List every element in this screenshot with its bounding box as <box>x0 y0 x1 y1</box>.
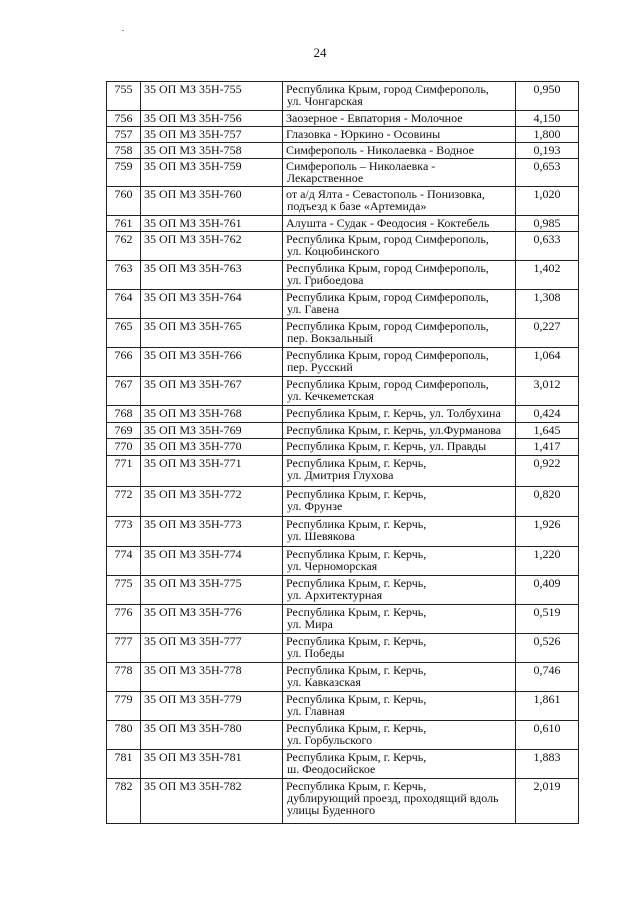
road-name-line: ул. Гавена <box>287 302 340 316</box>
road-length-km: 0,950 <box>516 82 579 111</box>
road-length-km: 1,883 <box>516 750 579 779</box>
road-length-km: 1,308 <box>516 290 579 319</box>
table-row <box>107 439 579 456</box>
row-number: 780 <box>107 721 141 750</box>
road-name-line: Республика Крым, г. Керчь, <box>286 576 427 590</box>
row-number: 770 <box>107 439 141 456</box>
road-name-line: ул. Грибоедова <box>287 273 364 287</box>
row-number: 781 <box>107 750 141 779</box>
table-row <box>107 406 579 423</box>
road-code: 35 ОП МЗ 35Н-774 <box>141 547 283 576</box>
road-name-line: Республика Крым, г. Керчь, <box>286 692 427 706</box>
road-code: 35 ОП МЗ 35Н-757 <box>141 127 283 143</box>
row-number: 776 <box>107 605 141 634</box>
road-name-line: от а/д Ялта - Севастополь - Понизовка, <box>286 187 485 201</box>
road-name <box>283 82 516 111</box>
road-name-line: Республика Крым, г. Керчь, <box>286 663 427 677</box>
road-name <box>283 127 516 143</box>
road-length-km: 1,861 <box>516 692 579 721</box>
road-name-line: ул. Горбульского <box>287 733 373 747</box>
road-name <box>283 517 516 547</box>
scan-speck <box>122 30 124 31</box>
road-name <box>283 319 516 348</box>
road-code: 35 ОП МЗ 35Н-779 <box>141 692 283 721</box>
road-code: 35 ОП МЗ 35Н-759 <box>141 159 283 187</box>
road-name-line: Республика Крым, город Симферополь, <box>286 290 489 304</box>
road-length-km: 1,020 <box>516 187 579 216</box>
road-name-line: Республика Крым, г. Керчь, ул.Фурманова <box>286 423 502 437</box>
row-number: 777 <box>107 634 141 663</box>
road-name-line: Заозерное - Евпатория - Молочное <box>286 111 463 125</box>
road-code: 35 ОП МЗ 35Н-761 <box>141 216 283 232</box>
road-length-km: 0,227 <box>516 319 579 348</box>
road-name-line: ул. Коцюбинского <box>287 244 380 258</box>
road-code: 35 ОП МЗ 35Н-771 <box>141 456 283 487</box>
road-code: 35 ОП МЗ 35Н-775 <box>141 576 283 605</box>
road-name-line: ул. Шевякова <box>287 529 355 543</box>
road-name <box>283 187 516 216</box>
road-name-line: Республика Крым, г. Керчь, <box>286 456 427 470</box>
row-number: 769 <box>107 423 141 439</box>
road-code: 35 ОП МЗ 35Н-778 <box>141 663 283 692</box>
road-length-km: 0,193 <box>516 143 579 159</box>
road-name-line: дублирующий проезд, проходящий вдоль <box>287 791 499 805</box>
road-name-line: Республика Крым, г. Керчь, <box>286 750 427 764</box>
road-name-line: ул. Главная <box>287 704 345 718</box>
row-number: 775 <box>107 576 141 605</box>
table-row <box>107 319 579 348</box>
road-name-line: ул. Фрунзе <box>287 499 343 513</box>
road-name <box>283 406 516 423</box>
road-name-line: ул. Дмитрия Глухова <box>287 468 394 482</box>
road-code: 35 ОП МЗ 35Н-765 <box>141 319 283 348</box>
road-code: 35 ОП МЗ 35Н-764 <box>141 290 283 319</box>
road-code: 35 ОП МЗ 35Н-773 <box>141 517 283 547</box>
road-code: 35 ОП МЗ 35Н-772 <box>141 487 283 517</box>
road-name-line: Республика Крым, г. Керчь, <box>286 721 427 735</box>
road-length-km: 0,610 <box>516 721 579 750</box>
row-number: 782 <box>107 779 141 824</box>
table-row <box>107 187 579 216</box>
row-number: 767 <box>107 377 141 406</box>
road-name-line: ул. Черноморская <box>287 559 378 573</box>
road-name-line: Республика Крым, г. Керчь, <box>286 605 427 619</box>
row-number: 762 <box>107 232 141 261</box>
table-row <box>107 547 579 576</box>
road-code: 35 ОП МЗ 35Н-776 <box>141 605 283 634</box>
road-name-line: Республика Крым, г. Керчь, <box>286 634 427 648</box>
road-code: 35 ОП МЗ 35Н-769 <box>141 423 283 439</box>
row-number: 759 <box>107 159 141 187</box>
road-name-line: Республика Крым, г. Керчь, <box>286 517 427 531</box>
row-number: 765 <box>107 319 141 348</box>
road-length-km: 0,409 <box>516 576 579 605</box>
road-length-km: 1,402 <box>516 261 579 290</box>
road-name-line: Симферополь - Николаевка - Водное <box>286 143 474 157</box>
road-length-km: 4,150 <box>516 111 579 127</box>
road-name <box>283 487 516 517</box>
road-name <box>283 232 516 261</box>
road-name <box>283 605 516 634</box>
table-row <box>107 232 579 261</box>
road-length-km: 0,653 <box>516 159 579 187</box>
table-row <box>107 487 579 517</box>
table-row <box>107 721 579 750</box>
road-name <box>283 721 516 750</box>
road-length-km: 0,519 <box>516 605 579 634</box>
road-name-line: Республика Крым, г. Керчь, <box>286 779 427 793</box>
road-name <box>283 663 516 692</box>
road-name-line: Республика Крым, город Симферополь, <box>286 319 489 333</box>
table-row <box>107 290 579 319</box>
road-name <box>283 348 516 377</box>
road-name-line: Симферополь – Николаевка - <box>286 159 436 173</box>
road-code: 35 ОП МЗ 35Н-782 <box>141 779 283 824</box>
road-name-line: ул. Архитектурная <box>287 588 383 602</box>
road-length-km: 1,220 <box>516 547 579 576</box>
road-length-km: 2,019 <box>516 779 579 824</box>
table-row <box>107 517 579 547</box>
road-name-line: Глазовка - Юркино - Осовины <box>286 127 441 141</box>
table-row <box>107 348 579 377</box>
table-row <box>107 423 579 439</box>
road-length-km: 1,064 <box>516 348 579 377</box>
road-code: 35 ОП МЗ 35Н-781 <box>141 750 283 779</box>
table-row <box>107 82 579 111</box>
table-row <box>107 377 579 406</box>
road-name-line: Республика Крым, г. Керчь, ул. Правды <box>286 439 487 453</box>
road-name <box>283 111 516 127</box>
road-code: 35 ОП МЗ 35Н-780 <box>141 721 283 750</box>
row-number: 755 <box>107 82 141 111</box>
road-name <box>283 423 516 439</box>
road-name <box>283 377 516 406</box>
road-name-line: ш. Феодосийское <box>287 762 376 776</box>
road-name <box>283 750 516 779</box>
road-length-km: 0,746 <box>516 663 579 692</box>
road-length-km: 0,424 <box>516 406 579 423</box>
road-length-km: 1,926 <box>516 517 579 547</box>
table-row <box>107 111 579 127</box>
road-name-line: Лекарственное <box>287 171 364 185</box>
road-name-line: Республика Крым, город Симферополь, <box>286 82 489 96</box>
road-name-line: Алушта - Судак - Феодосия - Коктебель <box>286 216 490 230</box>
table-row <box>107 692 579 721</box>
road-length-km: 0,922 <box>516 456 579 487</box>
road-name <box>283 143 516 159</box>
table-row <box>107 159 579 187</box>
road-name <box>283 261 516 290</box>
road-name-line: Республика Крым, город Симферополь, <box>286 377 489 391</box>
row-number: 761 <box>107 216 141 232</box>
row-number: 779 <box>107 692 141 721</box>
road-name-line: пер. Вокзальный <box>287 331 373 345</box>
page-number: 24 <box>313 45 327 60</box>
row-number: 771 <box>107 456 141 487</box>
road-code: 35 ОП МЗ 35Н-767 <box>141 377 283 406</box>
road-code: 35 ОП МЗ 35Н-760 <box>141 187 283 216</box>
road-name-line: ул. Мира <box>287 617 333 631</box>
road-code: 35 ОП МЗ 35Н-777 <box>141 634 283 663</box>
road-name-line: ул. Чонгарская <box>287 94 363 108</box>
road-name-line: Республика Крым, город Симферополь, <box>286 348 489 362</box>
road-length-km: 1,800 <box>516 127 579 143</box>
table-row <box>107 216 579 232</box>
row-number: 774 <box>107 547 141 576</box>
roads-table <box>106 81 579 824</box>
road-length-km: 0,633 <box>516 232 579 261</box>
road-name-line: ул. Кавказская <box>287 675 361 689</box>
table-row <box>107 261 579 290</box>
row-number: 766 <box>107 348 141 377</box>
road-name <box>283 290 516 319</box>
road-name <box>283 634 516 663</box>
road-name-line: Республика Крым, г. Керчь, <box>286 487 427 501</box>
road-length-km: 0,985 <box>516 216 579 232</box>
road-name-line: улицы Буденного <box>287 803 376 817</box>
road-code: 35 ОП МЗ 35Н-756 <box>141 111 283 127</box>
road-code: 35 ОП МЗ 35Н-770 <box>141 439 283 456</box>
road-name-line: Республика Крым, г. Керчь, ул. Толбухина <box>286 406 501 420</box>
road-name <box>283 456 516 487</box>
road-length-km: 0,526 <box>516 634 579 663</box>
row-number: 772 <box>107 487 141 517</box>
roads-table-body <box>107 82 579 824</box>
table-row <box>107 127 579 143</box>
row-number: 764 <box>107 290 141 319</box>
table-row <box>107 605 579 634</box>
road-length-km: 1,645 <box>516 423 579 439</box>
road-name <box>283 779 516 824</box>
road-length-km: 0,820 <box>516 487 579 517</box>
road-name-line: Республика Крым, г. Керчь, <box>286 547 427 561</box>
row-number: 778 <box>107 663 141 692</box>
row-number: 763 <box>107 261 141 290</box>
table-row <box>107 779 579 824</box>
road-name <box>283 576 516 605</box>
row-number: 756 <box>107 111 141 127</box>
row-number: 757 <box>107 127 141 143</box>
road-name <box>283 439 516 456</box>
road-name-line: ул. Кечкеметская <box>287 389 375 403</box>
table-row <box>107 456 579 487</box>
road-name <box>283 216 516 232</box>
row-number: 758 <box>107 143 141 159</box>
road-code: 35 ОП МЗ 35Н-766 <box>141 348 283 377</box>
road-name-line: подъезд к базе «Артемида» <box>287 199 427 213</box>
road-name-line: пер. Русский <box>287 360 353 374</box>
road-name-line: Республика Крым, город Симферополь, <box>286 261 489 275</box>
table-row <box>107 143 579 159</box>
road-code: 35 ОП МЗ 35Н-762 <box>141 232 283 261</box>
road-code: 35 ОП МЗ 35Н-763 <box>141 261 283 290</box>
table-row <box>107 634 579 663</box>
road-name <box>283 692 516 721</box>
row-number: 773 <box>107 517 141 547</box>
row-number: 768 <box>107 406 141 423</box>
road-name <box>283 547 516 576</box>
row-number: 760 <box>107 187 141 216</box>
road-code: 35 ОП МЗ 35Н-768 <box>141 406 283 423</box>
road-length-km: 3,012 <box>516 377 579 406</box>
road-name-line: ул. Победы <box>287 646 345 660</box>
road-name-line: Республика Крым, город Симферополь, <box>286 232 489 246</box>
road-length-km: 1,417 <box>516 439 579 456</box>
table-row <box>107 750 579 779</box>
road-name <box>283 159 516 187</box>
table-row <box>107 663 579 692</box>
table-row <box>107 576 579 605</box>
road-code: 35 ОП МЗ 35Н-758 <box>141 143 283 159</box>
road-code: 35 ОП МЗ 35Н-755 <box>141 82 283 111</box>
